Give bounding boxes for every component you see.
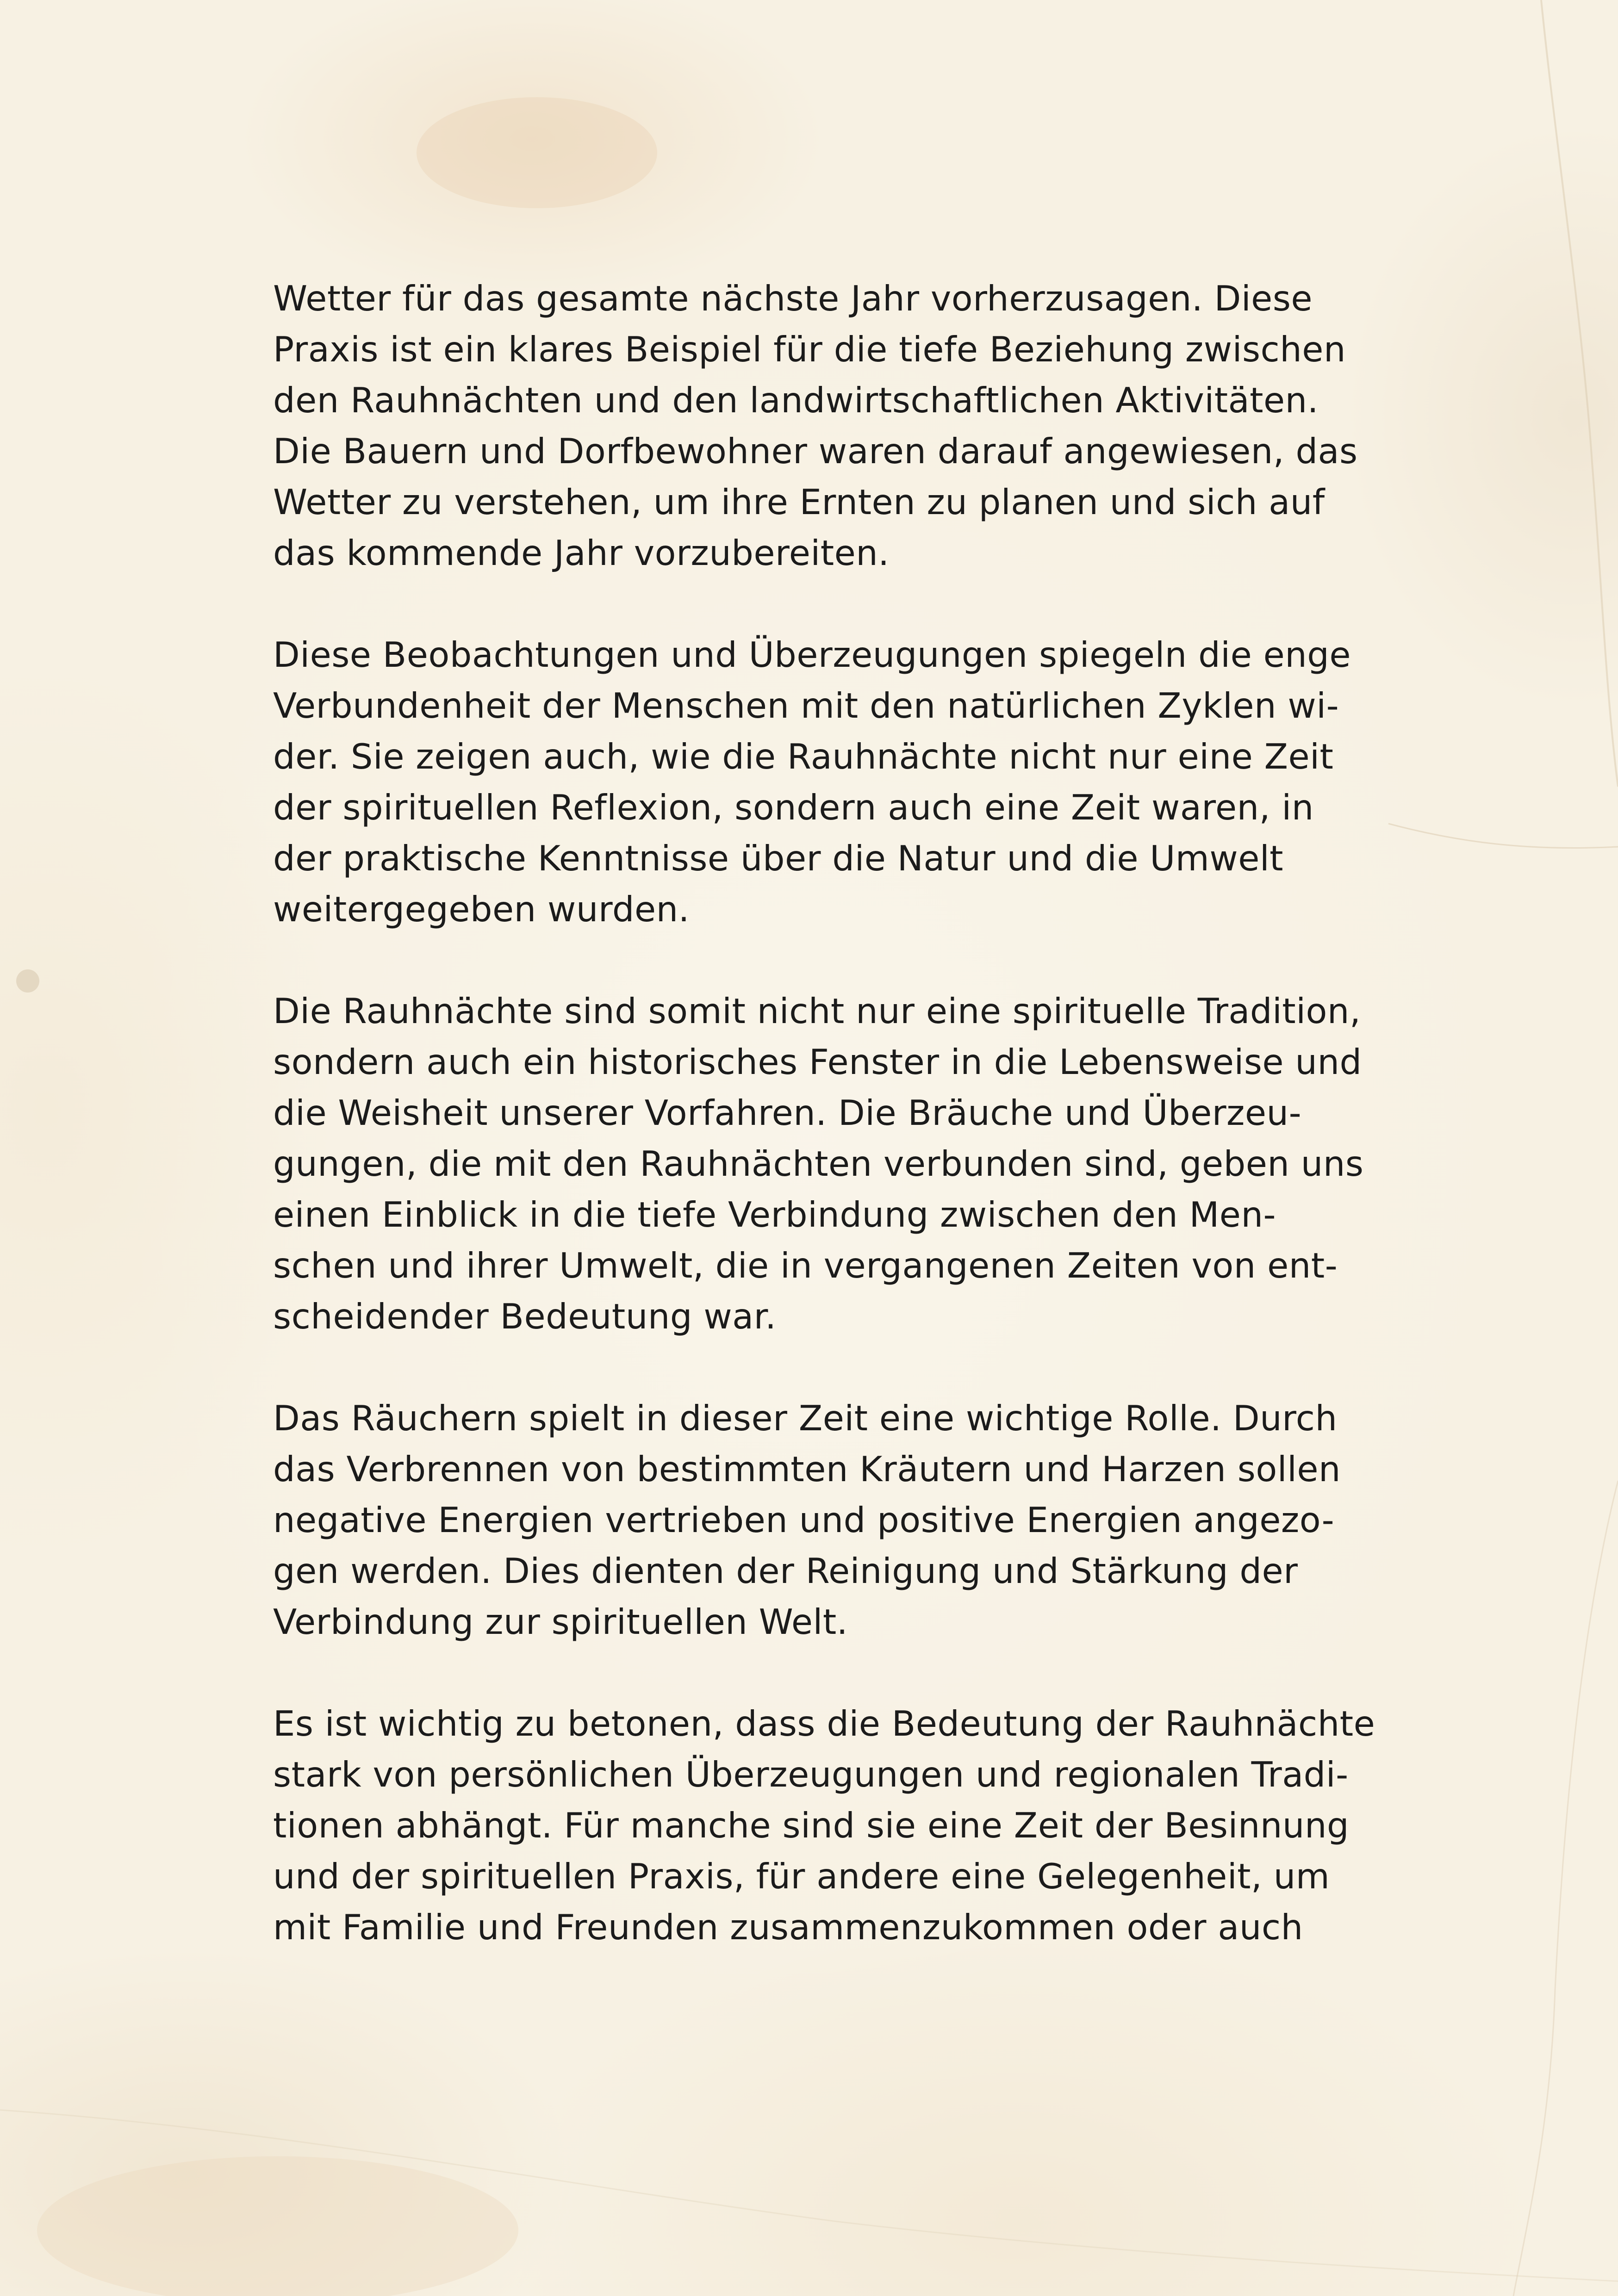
text-line: einen Einblick in die tiefe Verbindung zwischen den Men- <box>273 1194 1276 1235</box>
text-line: mit Familie und Freunden zusammenzukommen oder auch <box>273 1907 1303 1948</box>
text-line: gen werden. Dies dienten der Reinigung und Stärkung der <box>273 1551 1298 1591</box>
text-line: Das Räuchern spielt in dieser Zeit eine wichtige Rolle. Durch <box>273 1398 1338 1439</box>
text-line: scheidender Bedeutung war. <box>273 1296 777 1337</box>
text-line: Wetter für das gesamte nächste Jahr vorherzusagen. Diese <box>273 278 1313 319</box>
text-line: der. Sie zeigen auch, wie die Rauhnächte nicht nur eine Zeit <box>273 736 1334 777</box>
text-line: Praxis ist ein klares Beispiel für die tiefe Beziehung zwischen <box>273 329 1346 370</box>
text-line: negative Energien vertrieben und positive Energien angezo- <box>273 1500 1335 1540</box>
text-line: weitergegeben wurden. <box>273 889 690 930</box>
text-line: stark von persönlichen Überzeugungen und regionalen Tradi- <box>273 1754 1349 1795</box>
text-line: schen und ihrer Umwelt, die in vergangenen Zeiten von ent- <box>273 1245 1338 1286</box>
text-line: gungen, die mit den Rauhnächten verbunden sind, geben uns <box>273 1143 1364 1184</box>
paper-crease-mid <box>1388 824 1618 848</box>
paragraph-3 <box>273 986 1364 1342</box>
text-line: sondern auch ein historisches Fenster in die Lebensweise und <box>273 1042 1362 1082</box>
text-line: das Verbrennen von bestimmten Kräutern und Harzen sollen <box>273 1449 1341 1489</box>
paper-crease-right-lower <box>1513 1481 1618 2296</box>
text-line: Diese Beobachtungen und Überzeugungen spiegeln die enge <box>273 634 1351 675</box>
text-line: Verbundenheit der Menschen mit den natürlichen Zyklen wi- <box>273 685 1339 726</box>
paragraph-2 <box>273 629 1356 935</box>
paragraph-1 <box>273 273 1356 578</box>
paper-crease-right <box>1541 0 1618 787</box>
text-line: den Rauhnächten und den landwirtschaftlichen Aktivitäten. <box>273 380 1319 421</box>
paragraph-5 <box>273 1698 1375 1953</box>
body-text <box>273 273 1375 2004</box>
text-line: Verbindung zur spirituellen Welt. <box>273 1601 848 1642</box>
text-line: Es ist wichtig zu betonen, dass die Bedeutung der Rauhnächte <box>273 1703 1375 1744</box>
paragraph-4 <box>273 1393 1356 1647</box>
paper-stain-top <box>417 97 657 208</box>
text-line: der praktische Kenntnisse über die Natur und die Umwelt <box>273 838 1284 879</box>
text-line: und der spirituellen Praxis, für andere eine Gelegenheit, um <box>273 1856 1330 1897</box>
text-line: das kommende Jahr vorzubereiten. <box>273 533 890 573</box>
text-line: tionen abhängt. Für manche sind sie eine Zeit der Besinnung <box>273 1805 1350 1846</box>
text-line: Wetter zu verstehen, um ihre Ernten zu planen und sich auf <box>273 482 1325 522</box>
paper-stain-bottom <box>37 2156 518 2296</box>
text-line: Die Bauern und Dorfbewohner waren darauf angewiesen, das <box>273 431 1358 472</box>
paper-stain-left <box>16 969 39 993</box>
text-line: die Weisheit unserer Vorfahren. Die Bräuche und Überzeu- <box>273 1092 1302 1133</box>
text-line: der spirituellen Reflexion, sondern auch eine Zeit waren, in <box>273 787 1314 828</box>
text-line: Die Rauhnächte sind somit nicht nur eine spirituelle Tradition, <box>273 991 1361 1031</box>
